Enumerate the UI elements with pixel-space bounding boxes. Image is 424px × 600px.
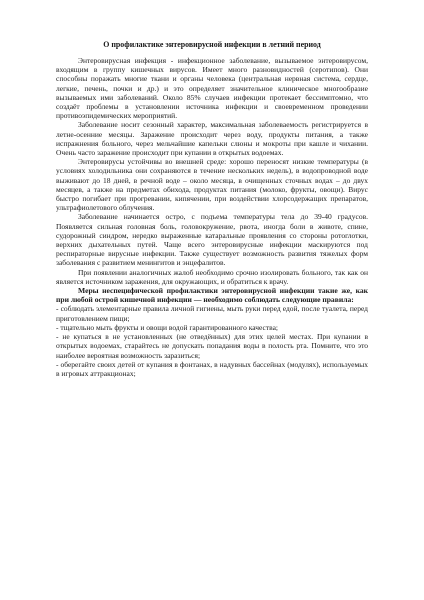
prevention-item: - не купаться в не установленных (не отведённых) для этих целей местах. При купании в открытых водоемах, старайтесь не допускать попадания воды в полость рта. Помните, что это наиболее вероятная возможность заразиться; — [56, 332, 368, 360]
prevention-item: - оберегайте своих детей от купания в фонтанах, в надувных бассейнах (модулях), используемых в игровых аттракционах; — [56, 359, 368, 378]
paragraph-seasonality: Заболевание носит сезонный характер, максимальная заболеваемость регистрируется в летне-осенние месяцы. Заражение происходит через воду, продукты питания, а также испражнения больного, через мельчайшие капельки слюны и мокроты при кашле и чихании. Очень часто заражение происходит при купании в открытых водоемах. — [56, 120, 368, 158]
paragraph-definition: Энтеровирусная инфекция - инфекционное заболевание, вызываемое энтеровирусом, входящим в группу кишечных вирусов. Имеет много разновидностей (серотипов). Они способны поражать многие ткани и органы человека (центральная нервная система, сердце, легкие, печень, почки и др.) и это определяет значительное клиническое многообразие вызываемых ими заболеваний. Около 85% случаев инфекции протекает бессимптомно, что создаёт проблемы в установлении источника инфекции и своевременном проведении противоэпидемических мероприятий. — [56, 56, 368, 121]
paragraph-isolation: При появлении аналогичных жалоб необходимо срочно изолировать больного, так как он является источником заражения, для окружающих, и обратиться к врачу. — [56, 267, 368, 286]
prevention-heading: Меры неспецифической профилактики энтеровирусной инфекции такие же, как при любой острой кишечной инфекции — необходимо соблюдать следующие правила: — [56, 286, 368, 305]
paragraph-resistance: Энтеровирусы устойчивы во внешней среде: хорошо переносят низкие температуры (в условиях холодильника они сохраняются в течение нескольких недель), в водопроводной воде выживают до 18 дней, в речной воде – около месяца, в очищенных сточных водах – до двух месяцев, а также на предметах обихода, продуктах питания (молоко, фрукты, овощи). Вирус быстро погибает при прогревании, кипячении, при воздействии хлорсодержащих препаратов, ультрафиолетового облучения. — [56, 157, 368, 213]
document-title: О профилактике энтеровирусной инфекции в летний период — [103, 40, 321, 49]
paragraph-symptoms: Заболевание начинается остро, с подъема температуры тела до 39-40 градусов. Появляется сильная головная боль, головокружение, рвота, иногда боли в животе, спине, судорожный синдром, нередко выраженные катаральные проявления со стороны ротоглотки, верхних дыхательных путей. Чаще всего энтеровирусные инфекции маскируются под респираторные вирусные инфекции. Также существует возможность развития тяжелых форм заболевания с развитием менингитов и энцефалитов. — [56, 212, 368, 268]
prevention-list — [56, 304, 368, 378]
prevention-item: - соблюдать элементарные правила личной гигиены, мыть руки перед едой, после туалета, перед приготовлением пищи; — [56, 304, 368, 323]
prevention-item: - тщательно мыть фрукты и овощи водой гарантированного качества; — [56, 322, 279, 332]
